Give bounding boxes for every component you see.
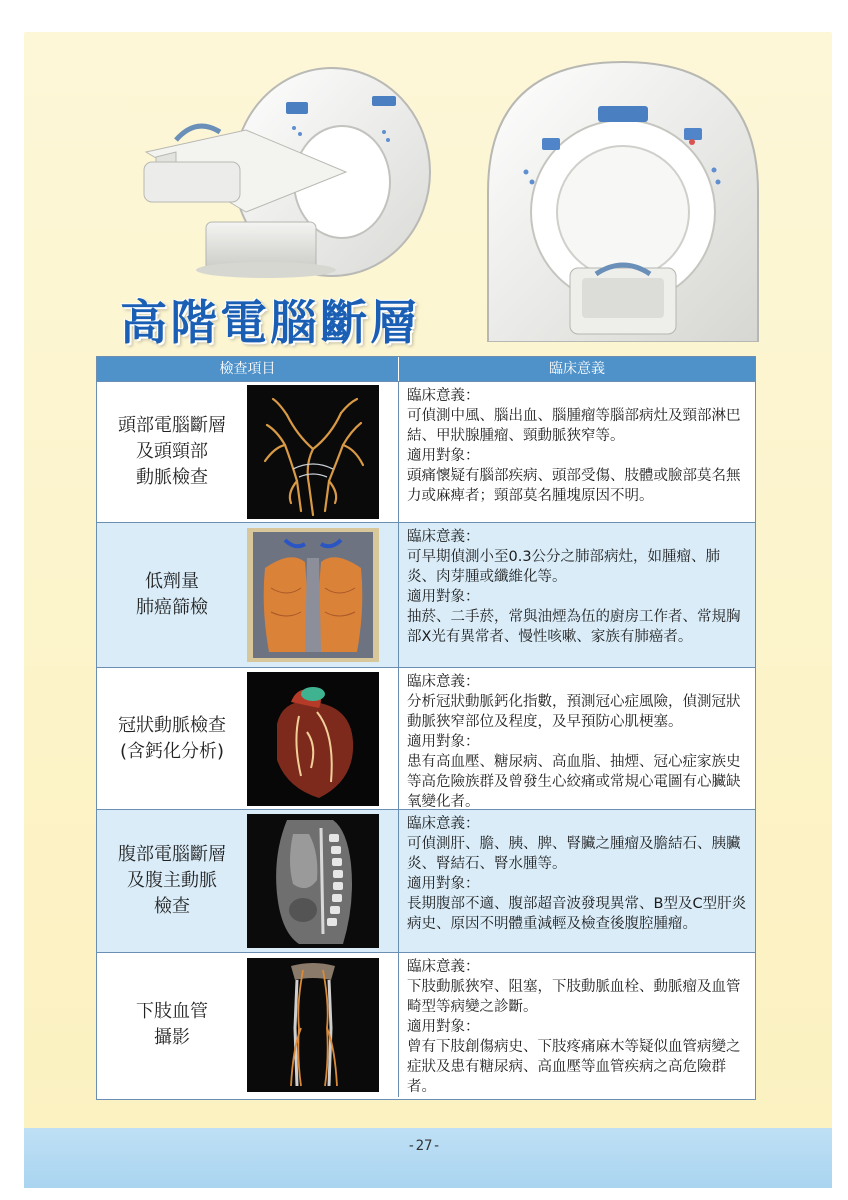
table-row (97, 381, 755, 522)
clinical-label: 臨床意義： (407, 959, 480, 975)
page-title: 高階電腦斷層 (120, 296, 420, 351)
ct-scanner-front-image (478, 42, 768, 342)
target-label: 適用對象： (407, 876, 480, 892)
target-text: 患有高血壓、糖尿病、高血脂、抽煙、冠心症家族史等高危險族群及曾發生心絞痛或常規心電圖有心臟缺氧變化者。 (407, 754, 741, 810)
clinical-meaning-cell (399, 523, 755, 667)
target-text: 抽菸、二手菸，常與油煙為伍的廚房工作者、常規胸部X光有異常者、慢性咳嗽、家族有肺癌者。 (407, 609, 741, 645)
target-label: 適用對象： (407, 1019, 480, 1035)
chest-lung-ct-image (247, 528, 379, 662)
target-text: 曾有下肢創傷病史、下肢疼痛麻木等疑似血管病變之症狀及患有糖尿病、高血壓等血管疾病之高危險群者。 (407, 1039, 741, 1095)
clinical-meaning-cell (399, 810, 755, 952)
exam-item-cell (97, 523, 399, 667)
coronary-heart-ct-image (247, 672, 379, 806)
exam-item-cell (97, 810, 399, 952)
clinical-label: 臨床意義： (407, 816, 480, 832)
exam-item-name: 頭部電腦斷層 及頭頸部 動脈檢查 (118, 415, 226, 488)
target-text: 頭痛懷疑有腦部疾病、頭部受傷、肢體或臉部莫名無力或麻痺者；頸部莫名腫塊原因不明。 (407, 468, 741, 504)
table-row (97, 809, 755, 952)
header-exam-item: 檢查項目 (97, 357, 399, 381)
exam-item-name: 低劑量 肺癌篩檢 (136, 571, 208, 618)
target-label: 適用對象： (407, 589, 480, 605)
clinical-text: 分析冠狀動脈鈣化指數，預測冠心症風險，偵測冠狀動脈狹窄部位及程度，及早預防心肌梗塞。 (407, 694, 741, 730)
exam-item-cell (97, 668, 399, 809)
clinical-meaning-cell (399, 668, 755, 809)
exam-item-name: 冠狀動脈檢查 (含鈣化分析) (118, 714, 226, 762)
clinical-text: 下肢動脈狹窄、阻塞，下肢動脈血栓、動脈瘤及血管畸型等病變之診斷。 (407, 979, 741, 1015)
clinical-meaning-cell (399, 382, 755, 522)
target-label: 適用對象： (407, 448, 480, 464)
ct-scanner-angled-image (136, 62, 436, 284)
clinical-label: 臨床意義： (407, 388, 480, 404)
clinical-text: 可偵測中風、腦出血、腦腫瘤等腦部病灶及頸部淋巴結、甲狀腺腫瘤、頸動脈狹窄等。 (407, 408, 741, 444)
exam-item-cell (97, 953, 399, 1097)
table-header (97, 357, 755, 381)
clinical-text: 可偵測肝、膽、胰、脾、腎臟之腫瘤及膽結石、胰臟炎、腎結石、腎水腫等。 (407, 836, 741, 872)
table-row (97, 667, 755, 809)
header-clinical-meaning: 臨床意義 (549, 361, 605, 377)
table-row (97, 522, 755, 667)
target-text: 長期腹部不適、腹部超音波發現異常、B型及C型肝炎病史、原因不明體重減輕及檢查後腹腔腫瘤。 (407, 896, 747, 932)
clinical-label: 臨床意義： (407, 674, 480, 690)
exam-table (96, 356, 756, 1100)
footer-band (24, 1128, 832, 1188)
table-row (97, 952, 755, 1097)
page-number: -27- (407, 1138, 441, 1154)
lower-limb-angiography-image (247, 958, 379, 1092)
clinical-meaning-cell (399, 953, 755, 1097)
target-label: 適用對象： (407, 734, 480, 750)
exam-item-name: 腹部電腦斷層 及腹主動脈 檢查 (118, 844, 226, 917)
head-neck-artery-ct-image (247, 385, 379, 519)
exam-item-cell (97, 382, 399, 522)
clinical-text: 可早期偵測小至0.3公分之肺部病灶，如腫瘤、肺炎、肉芽腫或纖維化等。 (407, 549, 721, 585)
exam-item-name: 下肢血管 攝影 (136, 1001, 208, 1048)
clinical-label: 臨床意義： (407, 529, 480, 545)
abdomen-sagittal-ct-image (247, 814, 379, 948)
